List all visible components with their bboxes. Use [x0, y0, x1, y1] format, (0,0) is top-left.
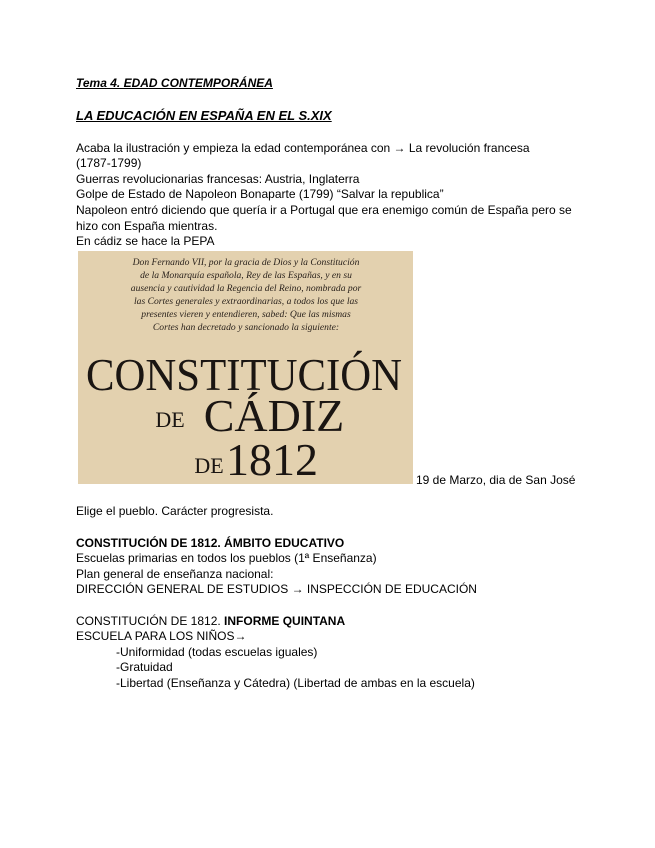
section2-heading-prefix: CONSTITUCIÓN DE 1812. — [76, 614, 225, 628]
section2-heading-bold: INFORME QUINTANA — [224, 614, 346, 628]
cover-year: 1812 — [226, 434, 318, 484]
cover-de-2: DE — [194, 453, 224, 478]
section2-item-2: -Gratuidad — [116, 660, 173, 674]
section2-subheading: ESCUELA PARA LOS NIÑOS→ — [76, 629, 247, 643]
section1-heading: CONSTITUCIÓN DE 1812. ÁMBITO EDUCATIVO — [76, 536, 345, 550]
after-image-text: Elige el pueblo. Carácter progresista. — [76, 504, 274, 518]
preamble-line-1: Don Fernando VII, por la gracia de Dios y la Constitución — [132, 257, 360, 268]
page-title: LA EDUCACIÓN EN ESPAÑA EN EL S.XIX — [76, 108, 332, 123]
preamble-line-6: Cortes han decretado y sancionado la siguiente: — [152, 322, 340, 333]
intro-line-1: Acaba la ilustración y empieza la edad contemporánea con → La revolución francesa — [76, 141, 530, 155]
section1-line-3: DIRECCIÓN GENERAL DE ESTUDIOS → INSPECCIÓN DE EDUCACIÓN — [76, 582, 477, 596]
section1-line-1: Escuelas primarias en todos los pueblos (1ª Enseñanza) — [76, 551, 377, 565]
section2-item-1: -Uniformidad (todas escuelas iguales) — [116, 645, 318, 659]
topic-heading: Tema 4. EDAD CONTEMPORÁNEA — [76, 76, 273, 90]
preamble-line-2: de la Monarquía española, Rey de las Españas, y en su — [140, 270, 352, 281]
intro-line-3: Guerras revolucionarias francesas: Austria, Inglaterra — [76, 172, 360, 186]
intro-line-2: (1787-1799) — [76, 156, 142, 170]
section2-heading — [76, 614, 345, 629]
intro-line-6: hizo con España mientras. — [76, 219, 218, 233]
intro-line-4: Golpe de Estado de Napoleon Bonaparte (1799) “Salvar la republica” — [76, 187, 444, 201]
intro-line-7: En cádiz se hace la PEPA — [76, 234, 215, 248]
section2-item-3: -Libertad (Enseñanza y Cátedra) (Libertad de ambas en la escuela) — [116, 676, 475, 690]
preamble-line-3: ausencia y cautividad la Regencia del Reino, nombrada por — [130, 283, 362, 294]
image-caption: 19 de Marzo, dia de San José — [416, 473, 576, 487]
cover-title-cadiz: CÁDIZ — [203, 390, 345, 441]
constitution-cover-image — [78, 251, 413, 484]
cover-title-constitucion: CONSTITUCIÓN — [86, 349, 402, 400]
preamble-line-4: las Cortes generales y extraordinarias, a todos los que las — [133, 296, 359, 307]
preamble-line-5: presentes vieren y entendieren, sabed: Que las mismas — [141, 309, 351, 320]
section1-line-2: Plan general de enseñanza nacional: — [76, 567, 274, 581]
intro-line-5: Napoleon entró diciendo que quería ir a Portugal que era enemigo común de España pero se — [76, 203, 572, 217]
cover-de-1: DE — [155, 407, 185, 432]
